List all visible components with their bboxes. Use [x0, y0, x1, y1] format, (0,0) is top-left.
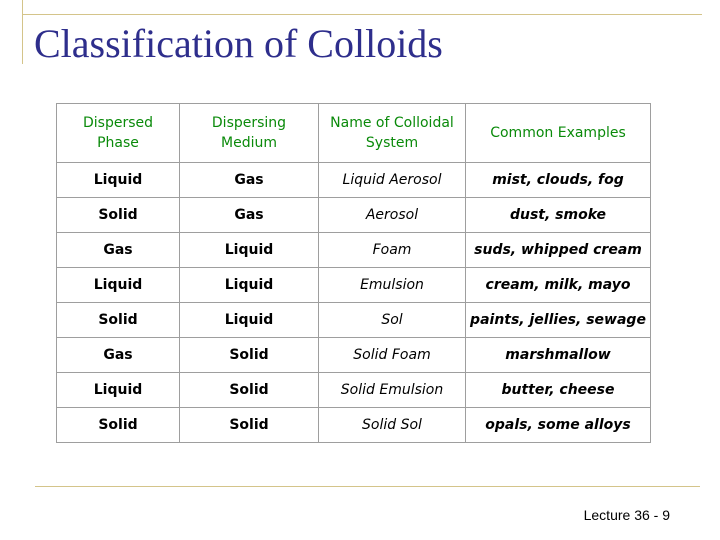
table-row [57, 338, 651, 373]
table-row [57, 268, 651, 303]
dispersed-phase-cell: Liquid [57, 163, 180, 198]
table-row [57, 198, 651, 233]
colloid-name-cell: Solid Sol [319, 408, 466, 443]
colloid-name-cell: Aerosol [319, 198, 466, 233]
header-dispersing-medium [180, 104, 319, 163]
dispersed-phase-cell: Solid [57, 303, 180, 338]
dispersing-medium-cell: Solid [180, 408, 319, 443]
decorative-bottom-rule [35, 486, 700, 487]
dispersed-phase-cell: Liquid [57, 268, 180, 303]
header-common-examples [466, 104, 651, 163]
dispersed-phase-cell: Solid [57, 198, 180, 233]
examples-cell: marshmallow [466, 338, 651, 373]
examples-cell: butter, cheese [466, 373, 651, 408]
table-row [57, 163, 651, 198]
slide-title: Classification of Colloids [34, 21, 443, 66]
header-dispersed-phase [57, 104, 180, 163]
header-label: Common Examples [490, 125, 626, 141]
dispersing-medium-cell: Liquid [180, 303, 319, 338]
table-row [57, 408, 651, 443]
colloid-name-cell: Liquid Aerosol [319, 163, 466, 198]
dispersing-medium-cell: Gas [180, 163, 319, 198]
colloid-name-cell: Solid Foam [319, 338, 466, 373]
colloid-name-cell: Solid Emulsion [319, 373, 466, 408]
table-row [57, 373, 651, 408]
header-colloidal-system [319, 104, 466, 163]
header-label: Dispersed Phase [82, 115, 153, 151]
dispersing-medium-cell: Gas [180, 198, 319, 233]
slide-footer: Lecture 36 - 9 [583, 507, 670, 523]
dispersed-phase-cell: Gas [57, 338, 180, 373]
examples-cell: dust, smoke [466, 198, 651, 233]
decorative-vertical-rule [22, 0, 23, 64]
header-label: Name of Colloidal System [330, 115, 454, 151]
examples-cell: paints, jellies, sewage [466, 303, 651, 338]
examples-cell: cream, milk, mayo [466, 268, 651, 303]
dispersing-medium-cell: Solid [180, 338, 319, 373]
colloid-name-cell: Foam [319, 233, 466, 268]
colloid-name-cell: Sol [319, 303, 466, 338]
dispersed-phase-cell: Gas [57, 233, 180, 268]
dispersing-medium-cell: Liquid [180, 233, 319, 268]
colloid-name-cell: Emulsion [319, 268, 466, 303]
examples-cell: suds, whipped cream [466, 233, 651, 268]
table-row [57, 233, 651, 268]
examples-cell: opals, some alloys [466, 408, 651, 443]
colloid-classification-table [56, 103, 651, 443]
header-label: Dispersing Medium [211, 115, 287, 151]
decorative-top-rule [22, 14, 702, 15]
dispersing-medium-cell: Solid [180, 373, 319, 408]
examples-cell: mist, clouds, fog [466, 163, 651, 198]
dispersed-phase-cell: Liquid [57, 373, 180, 408]
table-row [57, 303, 651, 338]
table-header-row [57, 104, 651, 163]
dispersing-medium-cell: Liquid [180, 268, 319, 303]
dispersed-phase-cell: Solid [57, 408, 180, 443]
